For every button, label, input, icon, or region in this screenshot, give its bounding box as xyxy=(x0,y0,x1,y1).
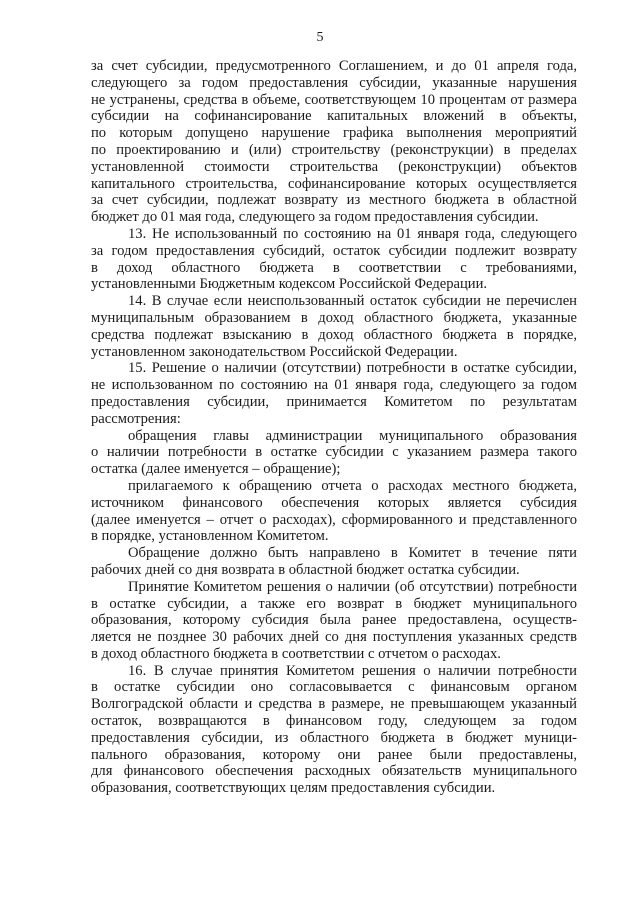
text-line: бюджет до 01 мая года, следующего за годом предоставления субсидии. xyxy=(91,209,539,226)
text-line: 13. Не использованный по состоянию на 01 января года, следующего xyxy=(128,225,577,242)
paragraph-continuation xyxy=(91,58,577,226)
text-line: субсидии на софинансирование капитальных вложений в объекты, xyxy=(91,108,577,125)
text-line: в доход областного бюджета в соответствии с требованиями, xyxy=(91,259,577,276)
text-line: обращения главы администрации муниципального образования xyxy=(128,427,577,444)
text-line: в доход областного бюджета в соответствии с отчетом о расходах. xyxy=(91,645,501,662)
paragraph-item-15-appeal xyxy=(91,428,577,478)
text-line: муниципальным образованием в доход областного бюджета, указанные xyxy=(91,309,577,326)
paragraph-item-14 xyxy=(91,293,577,360)
text-line: Обращение должно быть направлено в Комитет в течение пяти xyxy=(128,545,577,562)
text-line: образования, соответствующих целям предоставления субсидии. xyxy=(91,780,496,797)
text-line: рассмотрения: xyxy=(91,410,181,427)
text-line: по которым допущено нарушение графика выполнения мероприятий xyxy=(91,125,577,142)
text-line: в порядке, установленном Комитетом. xyxy=(91,528,329,545)
text-line: 16. В случае принятия Комитетом решения о наличии потребности xyxy=(128,662,577,679)
text-line: за счет субсидии, предусмотренного Соглашением, и до 01 апреля года, xyxy=(91,58,577,74)
text-line: 15. Решение о наличии (отсутствии) потребности в остатке субсидии, xyxy=(128,360,577,377)
text-line: ляется не позднее 30 рабочих дней со дня поступления указанных средств xyxy=(91,629,577,646)
text-line: установленной стоимости строительства (реконструкции) объектов xyxy=(91,158,577,175)
text-line: (далее именуется – отчет о расходах), сформированного и представленного xyxy=(91,511,577,528)
text-line: установленными Бюджетным кодексом Российской Федерации. xyxy=(91,276,488,293)
text-line: Принятие Комитетом решения о наличии (об отсутствии) потребности xyxy=(128,578,577,595)
paragraph-item-13 xyxy=(91,226,577,293)
text-line: за годом предоставления субсидий, остаток субсидии подлежит возврату xyxy=(91,242,577,259)
text-line: прилагаемого к обращению отчета о расходах местного бюджета, xyxy=(128,477,577,494)
text-line: предоставления субсидии, из областного бюджета в бюджет муници- xyxy=(91,729,577,746)
text-line: Волгоградской области и средства в размере, не превышающем указанный xyxy=(91,696,577,713)
paragraph-item-15-decision xyxy=(91,579,577,663)
text-line: за счет субсидии, подлежат возврату из местного бюджета в областной xyxy=(91,192,577,209)
text-line: в остатке субсидии оно согласовывается с финансовым органом xyxy=(91,679,577,696)
text-line: по проектированию и (или) строительству (реконструкции) в пределах xyxy=(91,141,577,158)
text-line: в остатке субсидии, а также его возврат в бюджет муниципального xyxy=(91,595,577,612)
text-line: образования, которому субсидия была ранее предоставлена, осуществ- xyxy=(91,612,577,629)
paragraph-item-15 xyxy=(91,360,577,427)
text-line: не использованном по состоянию на 01 января года, следующего за годом xyxy=(91,377,577,394)
text-line: о наличии потребности в остатке субсидии с указанием размера такого xyxy=(91,444,577,461)
text-line: не устранены, средства в объеме, соответствующем 10 процентам от размера xyxy=(91,91,577,108)
text-line: 14. В случае если неиспользованный остаток субсидии не перечислен xyxy=(128,293,577,310)
text-line: остаток, возвращаются в финансовом году, следующем за годом xyxy=(91,713,577,730)
text-line: рабочих дней со дня возврата в областной бюджет остатка субсидии. xyxy=(91,561,520,578)
paragraph-item-15-deadline xyxy=(91,545,577,579)
text-line: пального образования, которому они ранее были предоставлены, xyxy=(91,746,577,763)
page-number: 5 xyxy=(316,30,324,45)
text-line: остатка (далее именуется – обращение); xyxy=(91,461,341,478)
paragraph-item-16 xyxy=(91,663,577,797)
paragraph-item-15-report xyxy=(91,478,577,545)
text-line: капитального строительства, софинансирование которых осуществляется xyxy=(91,175,577,192)
document-body xyxy=(91,58,577,797)
text-line: предоставления субсидии, принимается Комитетом по результатам xyxy=(91,393,577,410)
text-line: следующего за годом предоставления субсидии, указанные нарушения xyxy=(91,74,577,91)
text-line: источником финансового обеспечения которых является субсидия xyxy=(91,494,577,511)
text-line: средства подлежат взысканию в доход областного бюджета в порядке, xyxy=(91,326,577,343)
text-line: для финансового обеспечения расходных обязательств муниципального xyxy=(91,763,577,780)
text-line: установленном законодательством Российской Федерации. xyxy=(91,343,458,360)
